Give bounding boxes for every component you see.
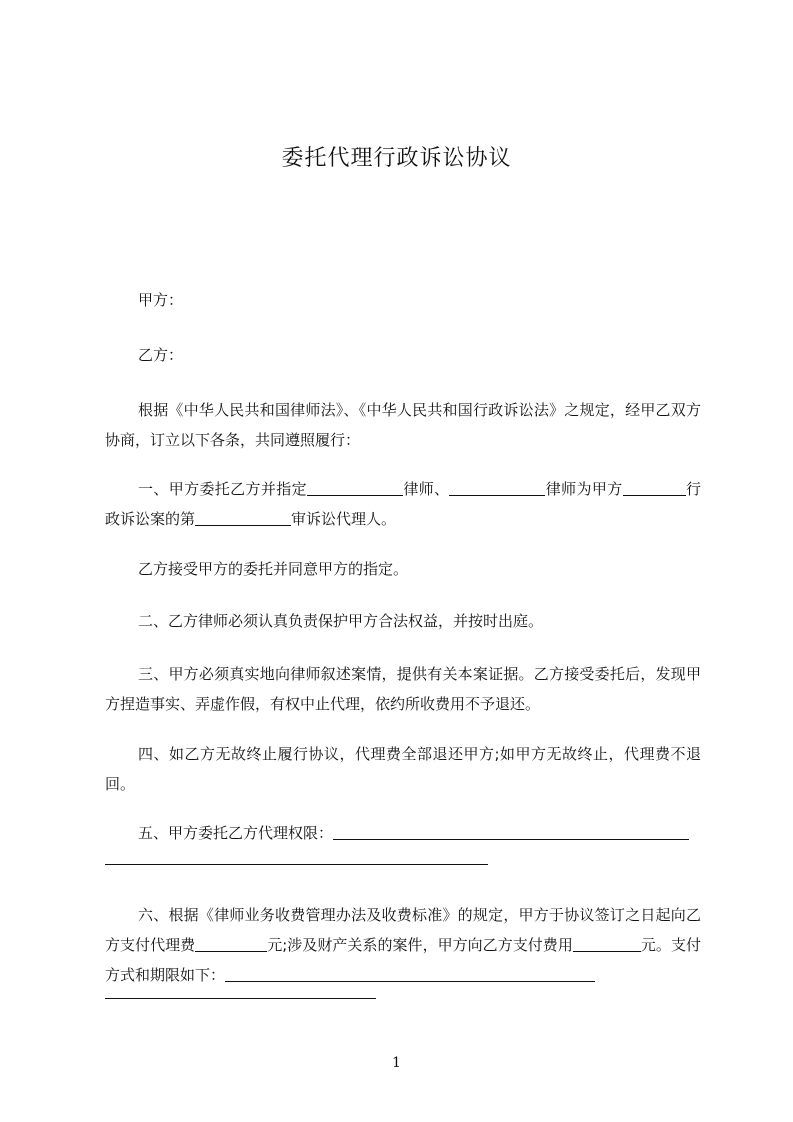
clause-1-text-e: 审诉讼代理人。 [291, 510, 397, 528]
case-party-blank-cont[interactable] [678, 479, 686, 496]
clause-6 [105, 900, 701, 990]
clause-6-text-c: 元。支付方式和期限如下： [105, 936, 701, 984]
intro-paragraph: 根据《中华人民共和国律师法》、《中华人民共和国行政诉讼法》之规定，经甲乙双方协商，订立以下各条，共同遵照履行： [105, 401, 701, 449]
property-fee-blank[interactable] [573, 935, 623, 952]
document-title: 委托代理行政诉讼协议 [281, 146, 512, 171]
clause-4: 四、如乙方无故终止履行协议，代理费全部退还甲方;如甲方无故终止，代理费不退回。 [105, 745, 701, 793]
clause-1-text-d: 行政诉讼案的第 [105, 480, 701, 528]
case-party-blank[interactable] [623, 479, 681, 496]
clause-1-text-a: 一、甲方委托乙方并指定 [138, 480, 307, 498]
payment-terms-blank-line-2[interactable] [105, 986, 376, 999]
authority-blank-line-2[interactable] [105, 852, 488, 865]
payment-terms-blank[interactable] [225, 965, 595, 982]
clause-6-text-a: 六、根据《律师业务收费管理办法及收费标准》的规定，甲方于协议签订之日起向乙方支付代理费 [105, 906, 701, 954]
trial-instance-blank[interactable] [195, 509, 291, 526]
party-a-line: 甲方： [138, 291, 184, 309]
clause-6-text-b: 元;涉及财产关系的案件，甲方向乙方支付费用 [267, 936, 573, 954]
clause-5 [105, 818, 701, 848]
clause-5-text: 五、甲方委托乙方代理权限： [138, 824, 334, 842]
clause-1-accept: 乙方接受甲方的委托并同意甲方的指定。 [138, 560, 409, 578]
party-b-line: 乙方： [138, 346, 184, 364]
clause-1-text-c: 律师为甲方 [545, 480, 623, 498]
property-fee-blank-cont[interactable] [623, 935, 641, 952]
clause-1-text-b: 律师、 [402, 480, 450, 498]
clause-1 [105, 474, 701, 534]
lawyer-1-blank[interactable] [307, 479, 403, 496]
authority-blank[interactable] [333, 823, 689, 840]
lawyer-2-blank[interactable] [449, 479, 545, 496]
page-number: 1 [392, 1055, 401, 1071]
clause-2: 二、乙方律师必须认真负责保护甲方合法权益，并按时出庭。 [138, 612, 544, 630]
clause-3: 三、甲方必须真实地向律师叙述案情，提供有关本案证据。乙方接受委托后，发现甲方捏造事实、弄虚作假，有权中止代理，依约所收费用不予退还。 [105, 665, 701, 713]
agency-fee-blank[interactable] [195, 935, 267, 952]
